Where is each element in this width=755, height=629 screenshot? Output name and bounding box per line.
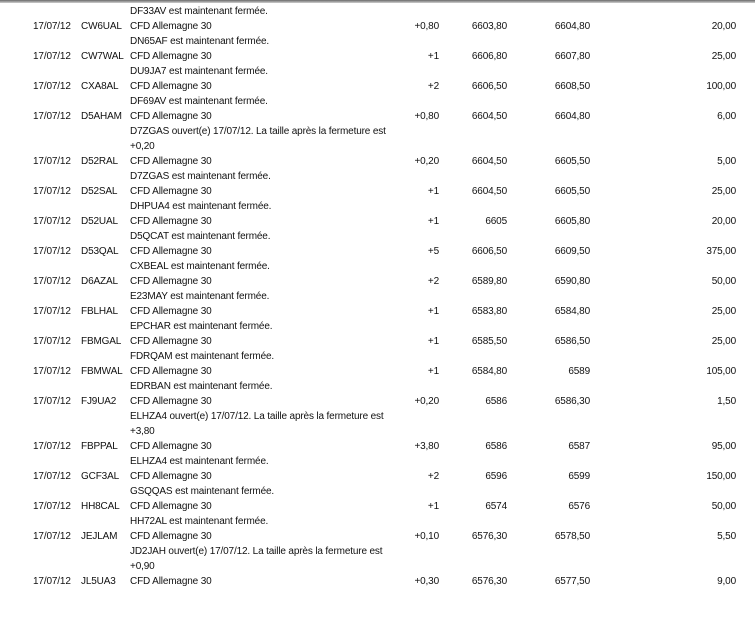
- transaction-note-line: DF69AV est maintenant fermée.: [130, 96, 268, 107]
- transaction-note: [0, 409, 390, 439]
- transaction-row: [0, 214, 755, 244]
- transaction-row: [0, 499, 755, 529]
- profit-loss: 95,00: [711, 441, 736, 452]
- trade-size: +1: [427, 51, 439, 62]
- closing-level: 6604,80: [554, 111, 590, 122]
- trade-date: 17/07/12: [33, 276, 71, 287]
- transaction-note-line: EPCHAR est maintenant fermée.: [130, 321, 273, 332]
- trade-size: +3,80: [414, 441, 439, 452]
- transaction-note-line: GSQQAS est maintenant fermée.: [130, 486, 275, 497]
- transaction-row: [0, 274, 755, 304]
- transaction-note: [0, 544, 390, 574]
- transaction-line: [0, 274, 755, 289]
- transaction-row: [0, 394, 755, 439]
- opening-level: 6596: [485, 471, 507, 482]
- transaction-note-line: ELHZA4 est maintenant fermée.: [130, 456, 269, 467]
- profit-loss: 150,00: [706, 471, 736, 482]
- trade-reference: D5AHAM: [81, 111, 122, 122]
- trade-date: 17/07/12: [33, 336, 71, 347]
- transaction-note-line: HH72AL est maintenant fermée.: [130, 516, 269, 527]
- transaction-row: [0, 469, 755, 499]
- closing-level: 6608,50: [554, 81, 590, 92]
- transaction-line: [0, 49, 755, 64]
- transaction-line: [0, 574, 755, 589]
- transaction-line: [0, 244, 755, 259]
- transaction-line: [0, 334, 755, 349]
- opening-level: 6584,80: [471, 366, 507, 377]
- transaction-note: [0, 319, 390, 334]
- opening-level: 6605: [485, 216, 507, 227]
- profit-loss: 100,00: [706, 81, 736, 92]
- transaction-row: [0, 19, 755, 49]
- trade-size: +2: [427, 471, 439, 482]
- closing-level: 6599: [568, 471, 590, 482]
- transaction-note-line: +0,90: [130, 561, 155, 572]
- transaction-row: [0, 304, 755, 334]
- transaction-note: [0, 199, 390, 214]
- transaction-row: [0, 154, 755, 184]
- closing-level: 6578,50: [554, 531, 590, 542]
- market-name: CFD Allemagne 30: [130, 276, 212, 287]
- transaction-note: [0, 229, 390, 244]
- trade-size: +2: [427, 81, 439, 92]
- profit-loss: 25,00: [711, 51, 736, 62]
- profit-loss: 1,50: [717, 396, 736, 407]
- trade-date: 17/07/12: [33, 396, 71, 407]
- opening-level: 6604,50: [471, 111, 507, 122]
- trade-date: 17/07/12: [33, 156, 71, 167]
- closing-level: 6605,50: [554, 186, 590, 197]
- trade-date: 17/07/12: [33, 576, 71, 587]
- trade-date: 17/07/12: [33, 111, 71, 122]
- transaction-note: [0, 94, 390, 109]
- transaction-row: [0, 49, 755, 79]
- trade-reference: CW7WAL: [81, 51, 124, 62]
- trade-size: +1: [427, 186, 439, 197]
- trade-reference: FBLHAL: [81, 306, 118, 317]
- transaction-line: [0, 499, 755, 514]
- transaction-note: [0, 34, 390, 49]
- trade-reference: D52UAL: [81, 216, 118, 227]
- transaction-row: [0, 79, 755, 109]
- transaction-note-line: DHPUA4 est maintenant fermée.: [130, 201, 272, 212]
- transaction-note-line: CXBEAL est maintenant fermée.: [130, 261, 270, 272]
- trade-reference: GCF3AL: [81, 471, 120, 482]
- opening-level: 6604,50: [471, 186, 507, 197]
- opening-level: 6576,30: [471, 531, 507, 542]
- transaction-row: [0, 574, 755, 589]
- market-name: CFD Allemagne 30: [130, 501, 212, 512]
- profit-loss: 25,00: [711, 186, 736, 197]
- trade-reference: HH8CAL: [81, 501, 120, 512]
- trade-reference: FJ9UA2: [81, 396, 117, 407]
- transaction-line: [0, 394, 755, 409]
- market-name: CFD Allemagne 30: [130, 441, 212, 452]
- closing-level: 6587: [568, 441, 590, 452]
- profit-loss: 25,00: [711, 306, 736, 317]
- transaction-line: [0, 469, 755, 484]
- transaction-note-line: DU9JA7 est maintenant fermée.: [130, 66, 268, 77]
- trade-size: +0,10: [414, 531, 439, 542]
- transaction-line: [0, 214, 755, 229]
- opening-level: 6606,80: [471, 51, 507, 62]
- trade-date: 17/07/12: [33, 216, 71, 227]
- opening-level: 6606,50: [471, 81, 507, 92]
- opening-level: 6603,80: [471, 21, 507, 32]
- transaction-line: [0, 439, 755, 454]
- profit-loss: 50,00: [711, 501, 736, 512]
- closing-level: 6590,80: [554, 276, 590, 287]
- transaction-note: [0, 514, 390, 529]
- market-name: CFD Allemagne 30: [130, 186, 212, 197]
- transaction-note-line: D7ZGAS est maintenant fermée.: [130, 171, 271, 182]
- transaction-note: [0, 379, 390, 394]
- transaction-note: [0, 169, 390, 184]
- closing-level: 6584,80: [554, 306, 590, 317]
- profit-loss: 20,00: [711, 216, 736, 227]
- transaction-note-line: +0,20: [130, 141, 155, 152]
- opening-level: 6606,50: [471, 246, 507, 257]
- trade-size: +1: [427, 216, 439, 227]
- transaction-line: [0, 154, 755, 169]
- closing-level: 6576: [568, 501, 590, 512]
- transaction-line: [0, 364, 755, 379]
- closing-level: 6589: [568, 366, 590, 377]
- market-name: CFD Allemagne 30: [130, 531, 212, 542]
- trade-reference: FBMGAL: [81, 336, 122, 347]
- trade-size: +1: [427, 501, 439, 512]
- closing-level: 6605,80: [554, 216, 590, 227]
- market-name: CFD Allemagne 30: [130, 216, 212, 227]
- closing-level: 6604,80: [554, 21, 590, 32]
- closing-level: 6577,50: [554, 576, 590, 587]
- transaction-note: [0, 454, 390, 469]
- closing-level: 6586,30: [554, 396, 590, 407]
- market-name: CFD Allemagne 30: [130, 576, 212, 587]
- top-note-text: DF33AV est maintenant fermée.: [130, 6, 268, 17]
- transaction-line: [0, 304, 755, 319]
- trade-reference: D53QAL: [81, 246, 119, 257]
- profit-loss: 9,00: [717, 576, 736, 587]
- transaction-row: [0, 244, 755, 274]
- transaction-row: [0, 364, 755, 394]
- trade-reference: JEJLAM: [81, 531, 118, 542]
- profit-loss: 20,00: [711, 21, 736, 32]
- market-name: CFD Allemagne 30: [130, 246, 212, 257]
- transaction-line: [0, 184, 755, 199]
- transaction-note-line: EDRBAN est maintenant fermée.: [130, 381, 273, 392]
- opening-level: 6583,80: [471, 306, 507, 317]
- closing-level: 6609,50: [554, 246, 590, 257]
- trade-date: 17/07/12: [33, 531, 71, 542]
- trade-size: +5: [427, 246, 439, 257]
- trade-size: +0,20: [414, 156, 439, 167]
- transaction-row: [0, 184, 755, 214]
- market-name: CFD Allemagne 30: [130, 366, 212, 377]
- transaction-note: [0, 349, 390, 364]
- transaction-line: [0, 109, 755, 124]
- transaction-row: [0, 334, 755, 364]
- closing-level: 6586,50: [554, 336, 590, 347]
- trade-reference: CXA8AL: [81, 81, 119, 92]
- opening-level: 6586: [485, 441, 507, 452]
- market-name: CFD Allemagne 30: [130, 51, 212, 62]
- opening-level: 6604,50: [471, 156, 507, 167]
- trade-size: +2: [427, 276, 439, 287]
- trade-size: +0,30: [414, 576, 439, 587]
- opening-level: 6574: [485, 501, 507, 512]
- transaction-note-line: JD2JAH ouvert(e) 17/07/12. La taille après la fermeture est: [130, 546, 383, 557]
- trade-date: 17/07/12: [33, 186, 71, 197]
- trade-date: 17/07/12: [33, 21, 71, 32]
- profit-loss: 375,00: [706, 246, 736, 257]
- trade-size: +1: [427, 306, 439, 317]
- market-name: CFD Allemagne 30: [130, 81, 212, 92]
- profit-loss: 105,00: [706, 366, 736, 377]
- market-name: CFD Allemagne 30: [130, 471, 212, 482]
- trade-reference: D52RAL: [81, 156, 118, 167]
- opening-level: 6586: [485, 396, 507, 407]
- trade-reference: D6AZAL: [81, 276, 118, 287]
- trade-date: 17/07/12: [33, 81, 71, 92]
- profit-loss: 25,00: [711, 336, 736, 347]
- trade-reference: FBMWAL: [81, 366, 123, 377]
- trade-size: +0,80: [414, 111, 439, 122]
- transaction-note-line: DN65AF est maintenant fermée.: [130, 36, 270, 47]
- top-scroll-edge: [0, 0, 755, 3]
- trade-date: 17/07/12: [33, 306, 71, 317]
- trade-reference: JL5UA3: [81, 576, 116, 587]
- transaction-line: [0, 19, 755, 34]
- market-name: CFD Allemagne 30: [130, 336, 212, 347]
- trade-reference: FBPPAL: [81, 441, 118, 452]
- market-name: CFD Allemagne 30: [130, 21, 212, 32]
- trade-size: +0,20: [414, 396, 439, 407]
- transaction-note-line: +3,80: [130, 426, 155, 437]
- profit-loss: 5,50: [717, 531, 736, 542]
- transaction-note: [0, 259, 390, 274]
- trade-date: 17/07/12: [33, 246, 71, 257]
- market-name: CFD Allemagne 30: [130, 306, 212, 317]
- market-name: CFD Allemagne 30: [130, 156, 212, 167]
- transactions-table: [0, 4, 755, 589]
- opening-level: 6585,50: [471, 336, 507, 347]
- closing-level: 6605,50: [554, 156, 590, 167]
- profit-loss: 5,00: [717, 156, 736, 167]
- transaction-row: [0, 439, 755, 469]
- transaction-note: [0, 124, 390, 154]
- transaction-row: [0, 529, 755, 574]
- transaction-note-line: D7ZGAS ouvert(e) 17/07/12. La taille après la fermeture est: [130, 126, 386, 137]
- trade-date: 17/07/12: [33, 441, 71, 452]
- opening-level: 6576,30: [471, 576, 507, 587]
- opening-level: 6589,80: [471, 276, 507, 287]
- transaction-note: [0, 484, 390, 499]
- trade-size: +0,80: [414, 21, 439, 32]
- trade-date: 17/07/12: [33, 51, 71, 62]
- transaction-line: [0, 79, 755, 94]
- market-name: CFD Allemagne 30: [130, 396, 212, 407]
- transaction-note-line: FDRQAM est maintenant fermée.: [130, 351, 275, 362]
- transaction-rows: [0, 19, 755, 589]
- transaction-note-line: E23MAY est maintenant fermée.: [130, 291, 270, 302]
- trade-date: 17/07/12: [33, 366, 71, 377]
- transaction-note-line: ELHZA4 ouvert(e) 17/07/12. La taille après la fermeture est: [130, 411, 384, 422]
- transaction-note-line: D5QCAT est maintenant fermée.: [130, 231, 271, 242]
- trade-reference: CW6UAL: [81, 21, 122, 32]
- transaction-note: [0, 64, 390, 79]
- profit-loss: 50,00: [711, 276, 736, 287]
- trade-size: +1: [427, 366, 439, 377]
- market-name: CFD Allemagne 30: [130, 111, 212, 122]
- profit-loss: 6,00: [717, 111, 736, 122]
- closing-level: 6607,80: [554, 51, 590, 62]
- trade-size: +1: [427, 336, 439, 347]
- transaction-row: [0, 109, 755, 154]
- trade-date: 17/07/12: [33, 471, 71, 482]
- trade-reference: D52SAL: [81, 186, 118, 197]
- trade-date: 17/07/12: [33, 501, 71, 512]
- top-note: [0, 4, 390, 19]
- transaction-line: [0, 529, 755, 544]
- transaction-note: [0, 289, 390, 304]
